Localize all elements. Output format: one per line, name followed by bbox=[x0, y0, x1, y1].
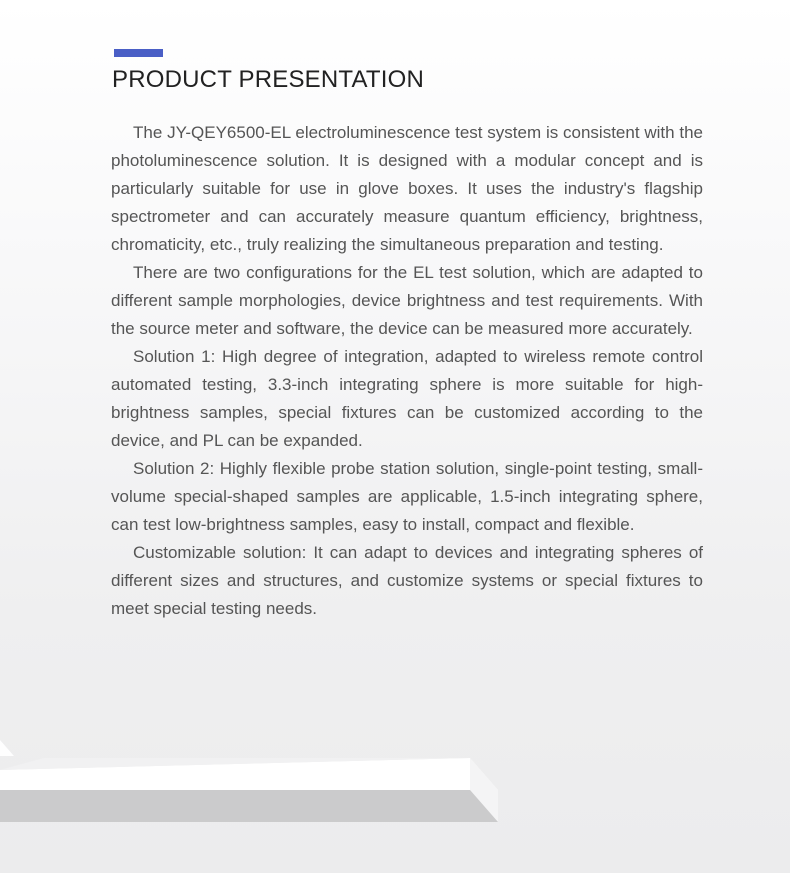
section-title: PRODUCT PRESENTATION bbox=[112, 66, 425, 93]
presentation-body bbox=[111, 119, 703, 623]
title-accent-bar bbox=[114, 49, 163, 57]
decorative-platform bbox=[0, 730, 520, 840]
paragraph-solution-1: Solution 1: High degree of integration, adapted to wireless remote control automated testing, 3.3-inch integrating sphere is more suitable for high-brightness samples, special fixtures can be customized according to the device, and PL can be expanded. bbox=[111, 347, 703, 450]
paragraph-overview: The JY-QEY6500-EL electroluminescence test system is consistent with the photoluminescence solution. It is designed with a modular concept and is particularly suitable for use in glove boxes. It uses the industry's flagship spectrometer and can accurately measure quantum efficiency, brightness, chromaticity, etc., truly realizing the simultaneous preparation and testing. bbox=[111, 123, 703, 254]
paragraph-solution-2: Solution 2: Highly flexible probe station solution, single-point testing, small-volume special-shaped samples are applicable, 1.5-inch integrating sphere, can test low-brightness samples, easy to install, compact and flexible. bbox=[111, 459, 703, 534]
paragraph-configurations: There are two configurations for the EL test solution, which are adapted to different sample morphologies, device brightness and test requirements. With the source meter and software, the device can be measured more accurately. bbox=[111, 263, 703, 338]
paragraph-customizable: Customizable solution: It can adapt to devices and integrating spheres of different sizes and structures, and customize systems or special fixtures to meet special testing needs. bbox=[111, 543, 703, 618]
